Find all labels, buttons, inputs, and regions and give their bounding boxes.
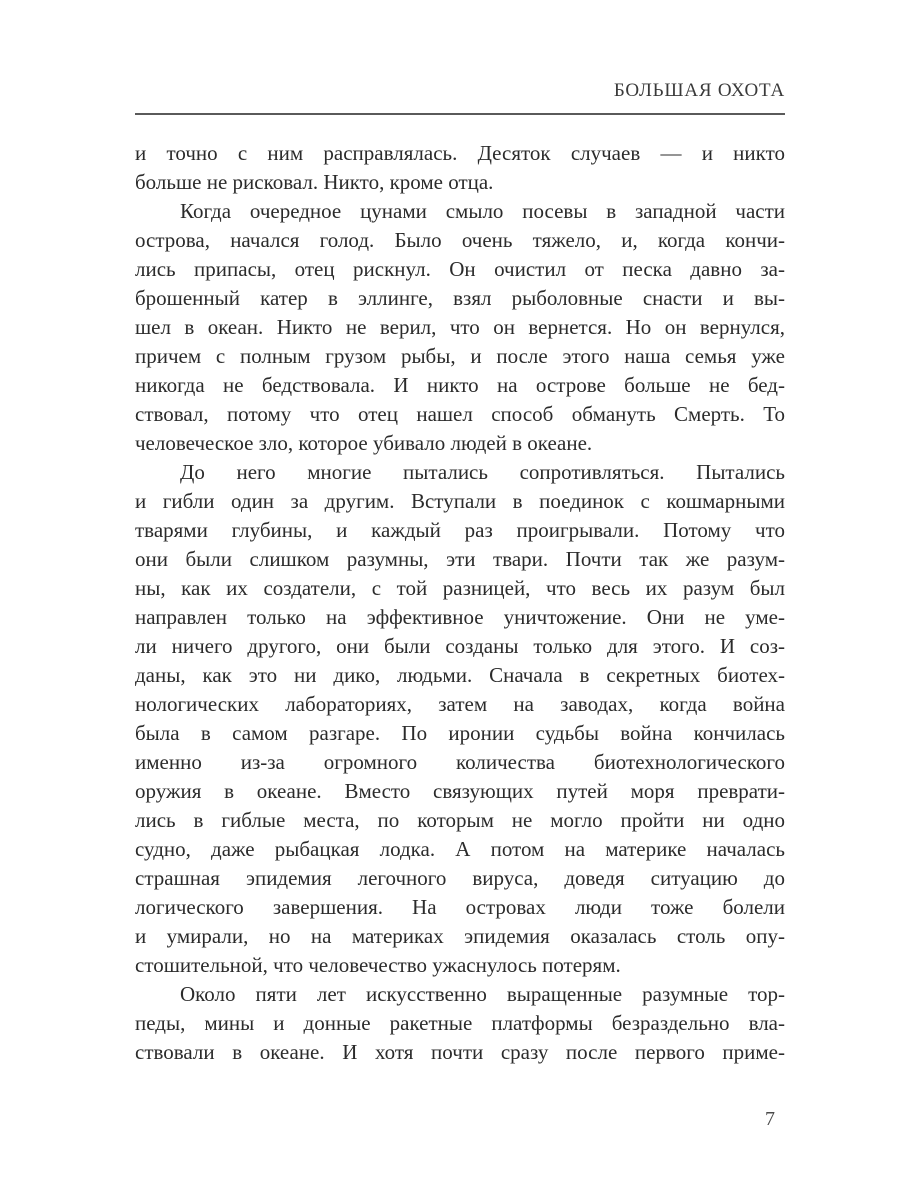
header-rule — [135, 113, 785, 115]
text-line: До него многие пытались сопротивляться. Пытались — [180, 460, 785, 484]
text-line: тварями глубины, и каждый раз проигрывали. Потому что — [135, 518, 785, 542]
text-line: была в самом разгаре. По иронии судьбы война кончилась — [135, 721, 785, 745]
text-line: логического завершения. На островах люди тоже болели — [135, 895, 785, 919]
text-line: даны, как это ни дико, людьми. Сначала в секретных биотех- — [135, 663, 785, 687]
text-line: ны, как их создатели, с той разницей, что весь их разум был — [135, 576, 785, 600]
text-line: педы, мины и донные ракетные платформы безраздельно вла- — [135, 1011, 785, 1035]
paragraph — [135, 197, 785, 458]
paragraph — [135, 980, 785, 1067]
text-line: брошенный катер в эллинге, взял рыболовные снасти и вы- — [135, 286, 785, 310]
text-line: ствовал, потому что отец нашел способ обмануть Смерть. То — [135, 402, 785, 426]
text-line: причем с полным грузом рыбы, и после этого наша семья уже — [135, 344, 785, 368]
text-line: ствовали в океане. И хотя почти сразу после первого приме- — [135, 1040, 785, 1064]
text-line: человеческое зло, которое убивало людей в океане. — [135, 431, 593, 455]
text-line: оружия в океане. Вместо связующих путей моря преврати- — [135, 779, 785, 803]
paragraph — [135, 458, 785, 980]
text-line: именно из-за огромного количества биотехнологического — [135, 750, 785, 774]
text-line: никогда не бедствовала. И никто на острове больше не бед- — [135, 373, 785, 397]
running-head: БОЛЬШАЯ ОХОТА — [613, 80, 785, 101]
text-line: шел в океан. Никто не верил, что он вернется. Но он вернулся, — [135, 315, 785, 339]
text-line: судно, даже рыбацкая лодка. А потом на материке началась — [135, 837, 785, 861]
text-line: Когда очередное цунами смыло посевы в западной части — [180, 199, 785, 223]
text-line: и гибли один за другим. Вступали в поединок с кошмарными — [135, 489, 785, 513]
text-line: ли ничего другого, они были созданы только для этого. И соз- — [135, 634, 785, 658]
text-line: лись в гиблые места, по которым не могло пройти ни одно — [135, 808, 785, 832]
text-line: Около пяти лет искусственно выращенные разумные тор- — [180, 982, 785, 1006]
text-line: и точно с ним расправлялась. Десяток случаев — и никто — [135, 141, 785, 165]
text-line: они были слишком разумны, эти твари. Почти так же разум- — [135, 547, 785, 571]
text-line: и умирали, но на материках эпидемия оказалась столь опу- — [135, 924, 785, 948]
text-line: острова, начался голод. Было очень тяжело, и, когда кончи- — [135, 228, 785, 252]
text-line: лись припасы, отец рискнул. Он очистил от песка давно за- — [135, 257, 785, 281]
text-line: нологических лабораториях, затем на заводах, когда война — [135, 692, 785, 716]
page-number: 7 — [765, 1108, 775, 1130]
text-line: стошительной, что человечество ужаснулось потерям. — [135, 953, 621, 977]
text-line: направлен только на эффективное уничтожение. Они не уме- — [135, 605, 785, 629]
body-text — [135, 139, 785, 1067]
text-line: больше не рисковал. Никто, кроме отца. — [135, 170, 494, 194]
paragraph — [135, 139, 785, 197]
text-line: страшная эпидемия легочного вируса, доведя ситуацию до — [135, 866, 785, 890]
